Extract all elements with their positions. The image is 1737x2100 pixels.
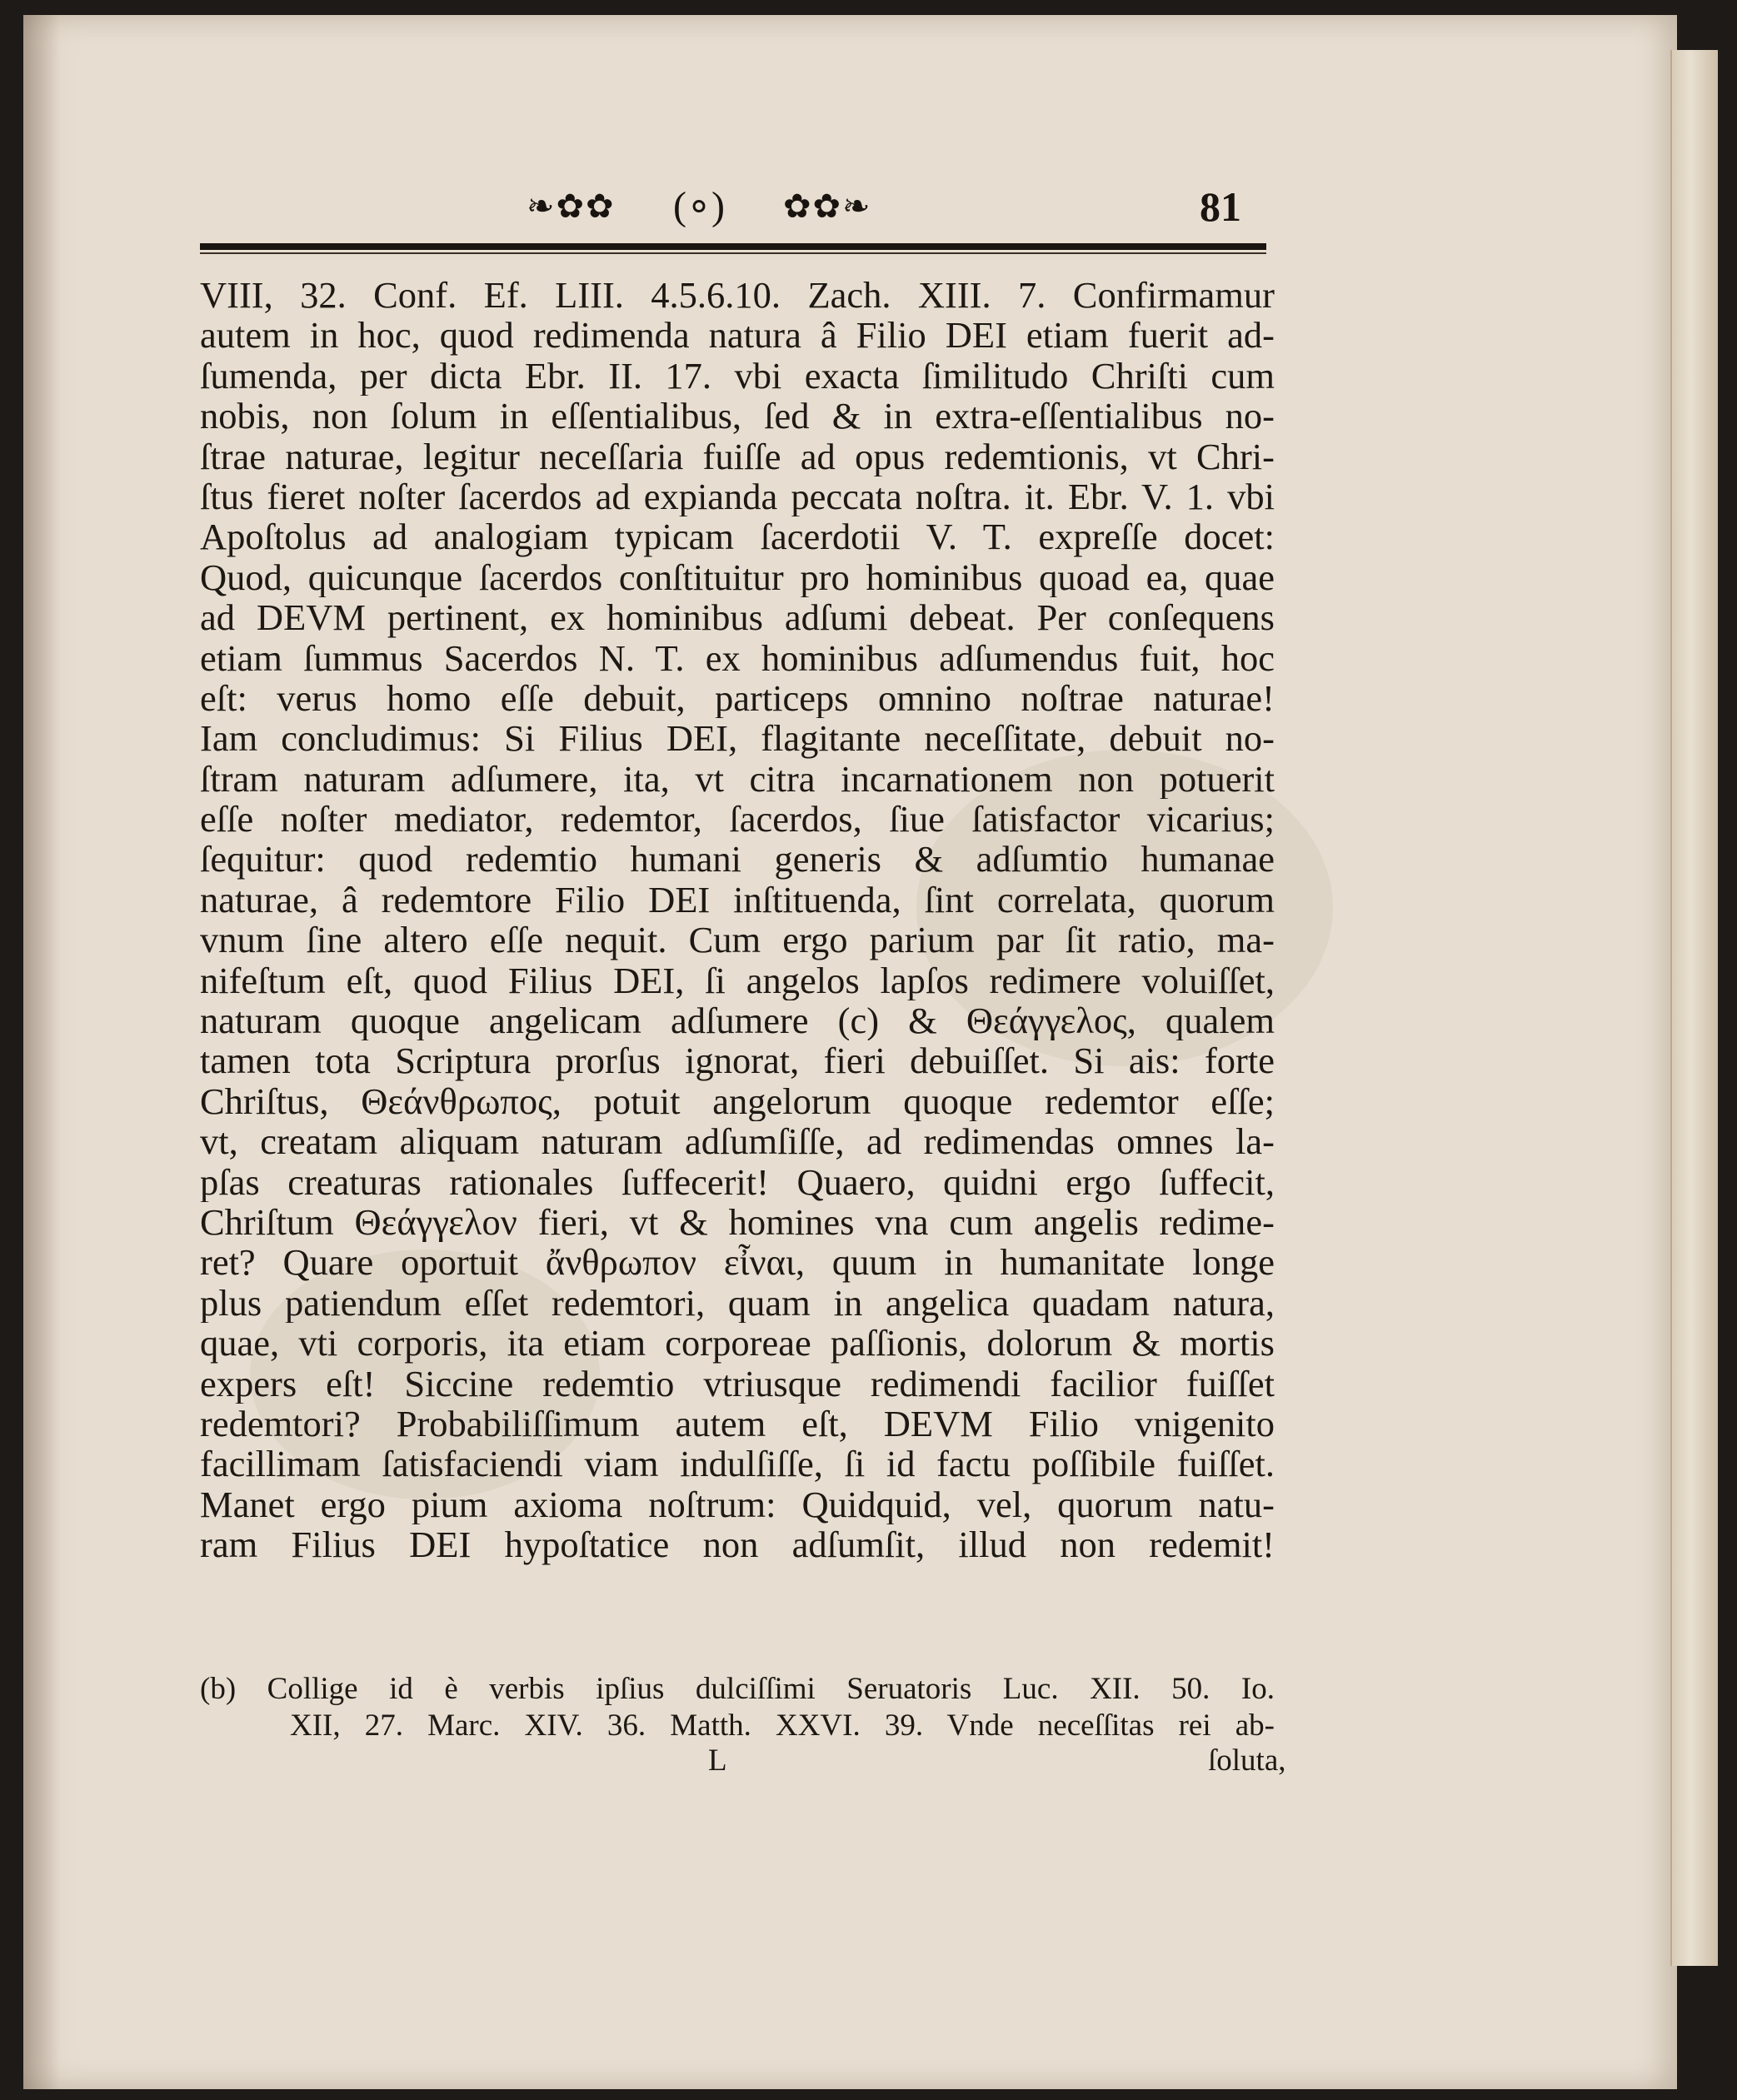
footnote-line: XII, 27. Marc. XIV. 36. Matth. XXVI. 39. Vnde neceſſitas rei ab-: [290, 1708, 1275, 1743]
text-line: ram Filius DEI hypoſtatice non adſumſit, illud non redemit!: [200, 1524, 1275, 1565]
text-line: vt, creatam aliquam naturam adſumſiſſe, ad redimendas omnes la-: [200, 1121, 1275, 1162]
ornament-left: ❧✿✿: [527, 187, 616, 226]
header-center-mark: (∘): [673, 184, 726, 228]
text-line: redemtori? Probabiliſſimum autem eſt, DEVM Filio vnigenito: [200, 1403, 1275, 1444]
text-line: naturam quoque angelicam adſumere (c) & Θεάγγελος, qualem: [200, 1000, 1275, 1041]
footnote-line: (b) Collige id è verbis ipſius dulciſſimi Seruatoris Luc. XII. 50. Io.: [200, 1672, 1275, 1706]
ornament-right: ✿✿❧: [783, 187, 872, 226]
text-line: nifeſtum eſt, quod Filius DEI, ſi angelos lapſos redimere voluiſſet,: [200, 960, 1275, 1001]
text-line: Apoſtolus ad analogiam typicam ſacerdotii V. T. expreſſe docet:: [200, 516, 1275, 557]
text-line: Manet ergo pium axioma noſtrum: Quidquid, vel, quorum natu-: [200, 1484, 1275, 1525]
text-line: ret? Quare oportuit ἄνθρωπον εἶναι, quum in humanitate longe: [200, 1242, 1275, 1283]
text-line: ſequitur: quod redemtio humani generis & adſumtio humanae: [200, 839, 1275, 880]
page-gutter-shadow: [23, 15, 60, 2089]
text-line: Iam concludimus: Si Filius DEI, flagitante neceſſitate, debuit no-: [200, 718, 1275, 759]
footnote: [200, 1671, 1275, 1744]
body-text: [200, 275, 1275, 1565]
text-line: Chriſtus, Θεάνθρωπος, potuit angelorum quoque redemtor eſſe;: [200, 1080, 1275, 1122]
text-line: ſtus fieret noſter ſacerdos ad expianda peccata noſtra. it. Ebr. V. 1. vbi: [200, 476, 1275, 517]
text-line: facillimam ſatisfaciendi viam indulſiſſe, ſi id factu poſſibile fuiſſet.: [200, 1444, 1275, 1484]
text-line: autem in hoc, quod redimenda natura â Filio DEI etiam fuerit ad-: [200, 315, 1275, 356]
text-line: expers eſt! Siccine redemtio vtriusque redimendi facilior fuiſſet: [200, 1363, 1275, 1404]
text-line: ſumenda, per dicta Ebr. II. 17. vbi exacta ſimilitudo Chriſti cum: [200, 355, 1275, 397]
header-rule-thin: [200, 252, 1266, 254]
text-line: plus patiendum eſſet redemtori, quam in angelica quadam natura,: [200, 1282, 1275, 1324]
page-number: 81: [1200, 183, 1241, 230]
text-line: quae, vti corporis, ita etiam corporeae paſſionis, dolorum & mortis: [200, 1323, 1275, 1364]
header-rule: [200, 243, 1266, 250]
text-line: ſtram naturam adſumere, ita, vt citra incarnationem non potuerit: [200, 758, 1275, 800]
text-line: tamen tota Scriptura prorſus ignorat, fieri debuiſſet. Si ais: forte: [200, 1040, 1275, 1081]
text-line: eſt: verus homo eſſe debuit, particeps omnino noſtrae naturae!: [200, 677, 1275, 719]
page-fore-edge: [1670, 50, 1718, 1966]
text-line: Quod, quicunque ſacerdos conſtituitur pro hominibus quoad ea, quae: [200, 556, 1275, 598]
text-line: pſas creaturas rationales ſuffecerit! Quaero, quidni ergo ſuffecit,: [200, 1161, 1275, 1202]
running-header: [200, 182, 1266, 240]
text-line: eſſe noſter mediator, redemtor, ſacerdos, ſiue ſatisfactor vicarius;: [200, 799, 1275, 840]
text-line: Chriſtum Θεάγγελον fieri, vt & homines vna cum angelis redime-: [200, 1201, 1275, 1243]
text-line: ad DEVM pertinent, ex hominibus adſumi debeat. Per conſequens: [200, 597, 1275, 638]
catchword: ſoluta,: [1208, 1743, 1286, 1778]
text-line: ſtrae naturae, legitur neceſſaria fuiſſe ad opus redemtionis, vt Chri-: [200, 436, 1275, 476]
text-line: nobis, non ſolum in eſſentialibus, ſed & in extra-eſſentialibus no-: [200, 396, 1275, 436]
text-line: naturae, â redemtore Filio DEI inſtituenda, ſint correlata, quorum: [200, 879, 1275, 920]
text-line: VIII, 32. Conf. Ef. LIII. 4.5.6.10. Zach. XIII. 7. Confirmamur: [200, 275, 1275, 316]
text-line: etiam ſummus Sacerdos N. T. ex hominibus adſumendus fuit, hoc: [200, 637, 1275, 678]
text-line: vnum ſine altero eſſe nequit. Cum ergo parium par ſit ratio, ma-: [200, 920, 1275, 960]
signature-mark: L: [708, 1743, 727, 1778]
